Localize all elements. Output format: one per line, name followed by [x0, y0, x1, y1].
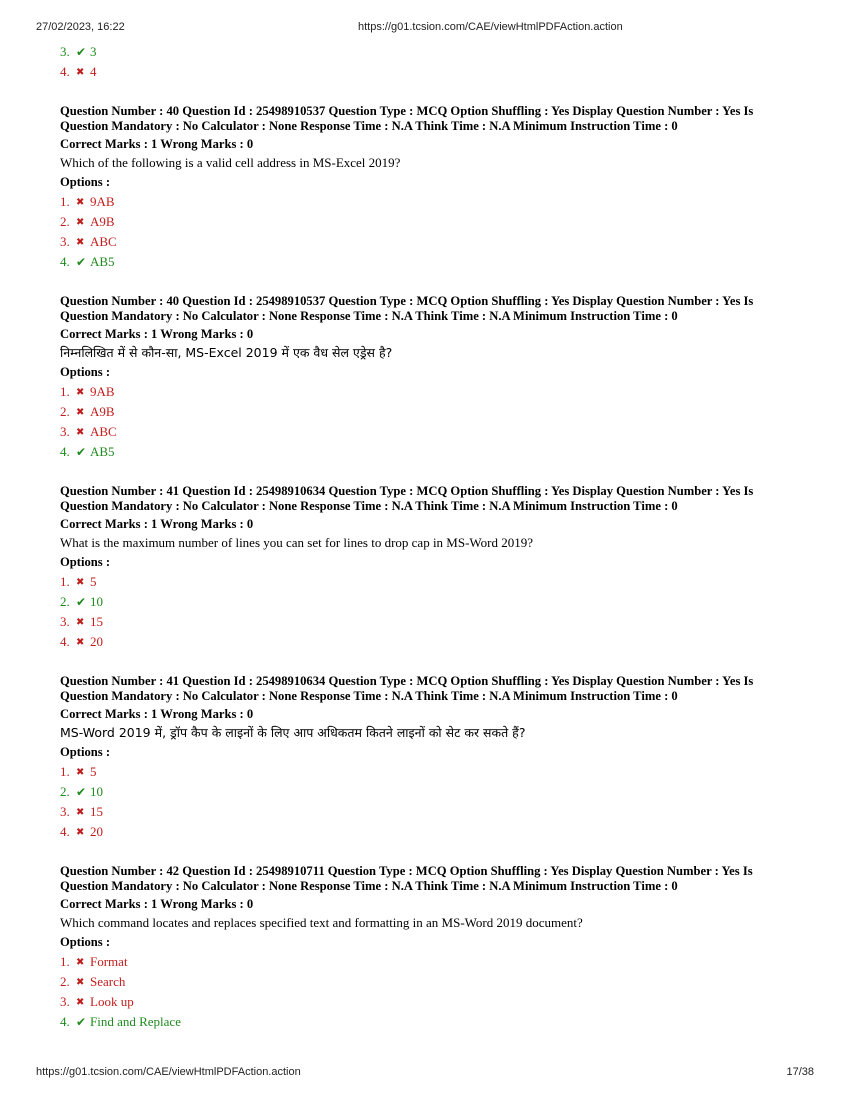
option-number: 2.	[60, 214, 70, 229]
options-label: Options :	[60, 365, 111, 379]
question-text: MS-Word 2019 में, ड्रॉप कैप के लाइनों के लिए आप अधिकतम कितने लाइनों को सेट कर सकते हैं?	[60, 725, 526, 740]
option	[60, 992, 800, 1012]
option-number: 3.	[60, 424, 70, 439]
option	[60, 802, 800, 822]
check-icon: ✔	[76, 785, 87, 799]
option	[60, 232, 800, 252]
option-text: 5	[90, 574, 97, 589]
option-number: 2.	[60, 594, 70, 609]
option-number: 2.	[60, 974, 70, 989]
check-icon: ✔	[76, 1015, 87, 1029]
question-block	[60, 674, 800, 842]
option-text: 20	[90, 824, 103, 839]
question-text: निम्नलिखित में से कौन-सा, MS-Excel 2019 में एक वैध सेल एड्रेस है?	[60, 345, 393, 360]
question-marks: Correct Marks : 1 Wrong Marks : 0	[60, 327, 254, 341]
option-text: Find and Replace	[90, 1014, 181, 1029]
question-paper	[60, 42, 800, 1032]
option	[60, 592, 800, 612]
cross-icon: ✖	[76, 577, 85, 588]
option	[60, 212, 800, 232]
cross-icon: ✖	[76, 427, 85, 438]
option-number: 2.	[60, 784, 70, 799]
option	[60, 402, 800, 422]
option-number: 3.	[60, 44, 70, 59]
option	[60, 422, 800, 442]
option-number: 4.	[60, 444, 70, 459]
question-meta: Question Number : 40 Question Id : 25498910537 Question Type : MCQ Option Shuffling : Yes Display Question Number : Yes Is Question Mandatory : No Calculator : None Response Time : N.A Think Time : N.A Minimum Instruction Time : 0	[60, 104, 754, 133]
option-text: 10	[90, 594, 103, 609]
option	[60, 972, 800, 992]
option-number: 3.	[60, 804, 70, 819]
option-text: 10	[90, 784, 103, 799]
option-number: 4.	[60, 824, 70, 839]
check-icon: ✔	[76, 255, 87, 269]
option-text: A9B	[90, 404, 115, 419]
option	[60, 632, 800, 652]
option-number: 4.	[60, 64, 70, 79]
cross-icon: ✖	[76, 617, 85, 628]
option-number: 1.	[60, 194, 70, 209]
option-number: 1.	[60, 764, 70, 779]
option-number: 4.	[60, 1014, 70, 1029]
cross-icon: ✖	[76, 637, 85, 648]
option-number: 4.	[60, 634, 70, 649]
print-url: https://g01.tcsion.com/CAE/viewHtmlPDFAction.action	[358, 21, 623, 33]
cross-icon: ✖	[76, 237, 85, 248]
option	[60, 252, 800, 272]
option	[60, 572, 800, 592]
option-text: ABC	[90, 424, 117, 439]
option-text: AB5	[90, 254, 115, 269]
check-icon: ✔	[76, 595, 87, 609]
option-text: ABC	[90, 234, 117, 249]
question-meta: Question Number : 41 Question Id : 25498910634 Question Type : MCQ Option Shuffling : Yes Display Question Number : Yes Is Question Mandatory : No Calculator : None Response Time : N.A Think Time : N.A Minimum Instruction Time : 0	[60, 674, 754, 703]
question-marks: Correct Marks : 1 Wrong Marks : 0	[60, 137, 254, 151]
question-block	[60, 104, 800, 272]
option-number: 3.	[60, 994, 70, 1009]
question-text: Which command locates and replaces specified text and formatting in an MS-Word 2019 document?	[60, 915, 583, 930]
option-text: A9B	[90, 214, 115, 229]
options-label: Options :	[60, 555, 111, 569]
option	[60, 382, 800, 402]
question-meta: Question Number : 42 Question Id : 25498910711 Question Type : MCQ Option Shuffling : Yes Display Question Number : Yes Is Question Mandatory : No Calculator : None Response Time : N.A Think Time : N.A Minimum Instruction Time : 0	[60, 864, 753, 893]
question-block	[60, 294, 800, 462]
question-meta: Question Number : 40 Question Id : 25498910537 Question Type : MCQ Option Shuffling : Yes Display Question Number : Yes Is Question Mandatory : No Calculator : None Response Time : N.A Think Time : N.A Minimum Instruction Time : 0	[60, 294, 754, 323]
option-number: 1.	[60, 954, 70, 969]
option-text: 15	[90, 804, 103, 819]
option-text: 9AB	[90, 384, 115, 399]
cross-icon: ✖	[76, 387, 85, 398]
options-label: Options :	[60, 935, 111, 949]
cross-icon: ✖	[76, 957, 85, 968]
option	[60, 762, 800, 782]
cross-icon: ✖	[76, 807, 85, 818]
cross-icon: ✖	[76, 67, 85, 78]
question-block	[60, 484, 800, 652]
question-marks: Correct Marks : 1 Wrong Marks : 0	[60, 897, 254, 911]
carryover-options	[60, 42, 800, 82]
footer-url: https://g01.tcsion.com/CAE/viewHtmlPDFAction.action	[36, 1066, 301, 1078]
question-marks: Correct Marks : 1 Wrong Marks : 0	[60, 707, 254, 721]
option-number: 1.	[60, 384, 70, 399]
check-icon: ✔	[76, 45, 87, 59]
question-block	[60, 864, 800, 1032]
option-text: 3	[90, 44, 97, 59]
option-number: 3.	[60, 614, 70, 629]
option	[60, 952, 800, 972]
option	[60, 42, 800, 62]
option	[60, 612, 800, 632]
option-text: 5	[90, 764, 97, 779]
option-text: 4	[90, 64, 97, 79]
page-number: 17/38	[786, 1066, 814, 1078]
options-label: Options :	[60, 175, 111, 189]
question-marks: Correct Marks : 1 Wrong Marks : 0	[60, 517, 254, 531]
option-text: AB5	[90, 444, 115, 459]
option	[60, 62, 800, 82]
option	[60, 822, 800, 842]
question-text: What is the maximum number of lines you can set for lines to drop cap in MS-Word 2019?	[60, 535, 533, 550]
option-text: Search	[90, 974, 126, 989]
question-text: Which of the following is a valid cell address in MS-Excel 2019?	[60, 155, 401, 170]
cross-icon: ✖	[76, 827, 85, 838]
option	[60, 192, 800, 212]
cross-icon: ✖	[76, 407, 85, 418]
option-number: 2.	[60, 404, 70, 419]
cross-icon: ✖	[76, 197, 85, 208]
option-text: 9AB	[90, 194, 115, 209]
option-number: 4.	[60, 254, 70, 269]
option-text: 20	[90, 634, 103, 649]
print-datetime: 27/02/2023, 16:22	[36, 21, 125, 33]
cross-icon: ✖	[76, 977, 85, 988]
options-label: Options :	[60, 745, 111, 759]
option	[60, 782, 800, 802]
option-text: 15	[90, 614, 103, 629]
option	[60, 1012, 800, 1032]
question-meta: Question Number : 41 Question Id : 25498910634 Question Type : MCQ Option Shuffling : Yes Display Question Number : Yes Is Question Mandatory : No Calculator : None Response Time : N.A Think Time : N.A Minimum Instruction Time : 0	[60, 484, 754, 513]
cross-icon: ✖	[76, 217, 85, 228]
option-number: 1.	[60, 574, 70, 589]
option-number: 3.	[60, 234, 70, 249]
check-icon: ✔	[76, 445, 87, 459]
option-text: Format	[90, 954, 128, 969]
cross-icon: ✖	[76, 997, 85, 1008]
cross-icon: ✖	[76, 767, 85, 778]
option	[60, 442, 800, 462]
option-text: Look up	[90, 994, 134, 1009]
